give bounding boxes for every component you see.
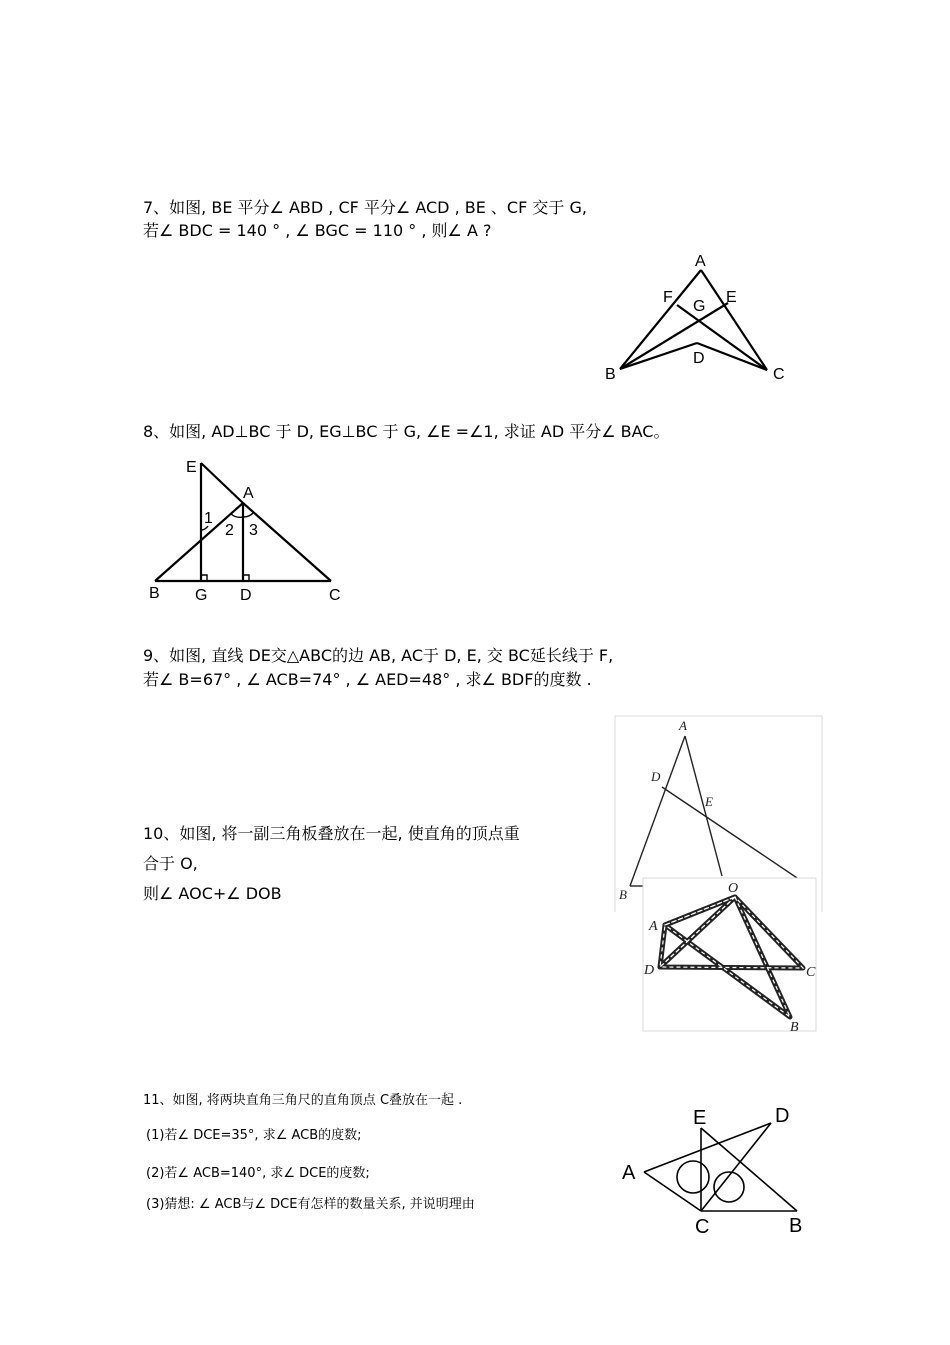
q10-line2: 合于 O, [143,854,198,873]
q11-label-d: D [775,1105,790,1127]
q7-label-a: A [695,253,706,270]
q8-label-e: E [186,459,197,476]
q7-label-f: F [663,289,673,306]
q9-line2: 若∠ B=67° , ∠ ACB=74° , ∠ AED=48° , 求∠ BDF的度数 . [143,670,592,689]
q10-label-d: D [644,963,655,978]
q9-label-b: B [619,887,627,902]
q7-label-c: C [773,366,785,383]
q8-label-g: G [195,587,208,604]
q10-label-b: B [790,1020,799,1035]
q10-label-o: O [728,881,739,896]
q10-label-c: C [806,965,816,980]
q7-label-e: E [726,289,737,306]
q9-label-d: D [651,769,661,784]
q7-line2: 若∠ BDC = 140 ° , ∠ BGC = 110 ° , 则∠ A ? [143,221,492,240]
q8-label-3: 3 [249,522,258,539]
q11-line1: 11、如图, 将两块直角三角尺的直角顶点 C叠放在一起 . [143,1093,463,1108]
q8-label-1: 1 [204,510,213,527]
q9-line1: 9、如图, 直线 DE交△ABC的边 AB, AC于 D, E, 交 BC延长线于 F, [143,646,614,665]
q10-line3: 则∠ AOC+∠ DOB [143,884,282,903]
q9-label-a: A [679,718,687,733]
q8-label-a: A [243,485,254,502]
q11-label-b: B [789,1215,803,1237]
q9-label-e: E [705,794,713,809]
q8-line1: 8、如图, AD⊥BC 于 D, EG⊥BC 于 G, ∠E =∠1, 求证 AD 平分∠ BAC。 [143,422,670,441]
q7-label-d: D [693,350,705,367]
q11-part1: (1)若∠ DCE=35°, 求∠ ACB的度数; [146,1128,362,1143]
q8-label-2: 2 [225,522,234,539]
q8-label-c: C [329,587,341,604]
q11-label-e: E [693,1107,707,1129]
q10-line1: 10、如图, 将一副三角板叠放在一起, 使直角的顶点重 [143,824,520,843]
q11-label-a: A [622,1162,636,1184]
q8-label-d: D [240,587,252,604]
q11-label-c: C [695,1216,710,1238]
q8-label-b: B [149,585,160,602]
q10-label-a: A [649,919,658,934]
q7-line1: 7、如图, BE 平分∠ ABD , CF 平分∠ ACD , BE 、CF 交于 G, [143,198,587,217]
q11-part3: (3)猜想: ∠ ACB与∠ DCE有怎样的数量关系, 并说明理由 [146,1197,475,1212]
q11-part2: (2)若∠ ACB=140°, 求∠ DCE的度数; [146,1166,370,1181]
q7-label-b: B [605,366,616,383]
q7-label-g: G [693,298,706,315]
